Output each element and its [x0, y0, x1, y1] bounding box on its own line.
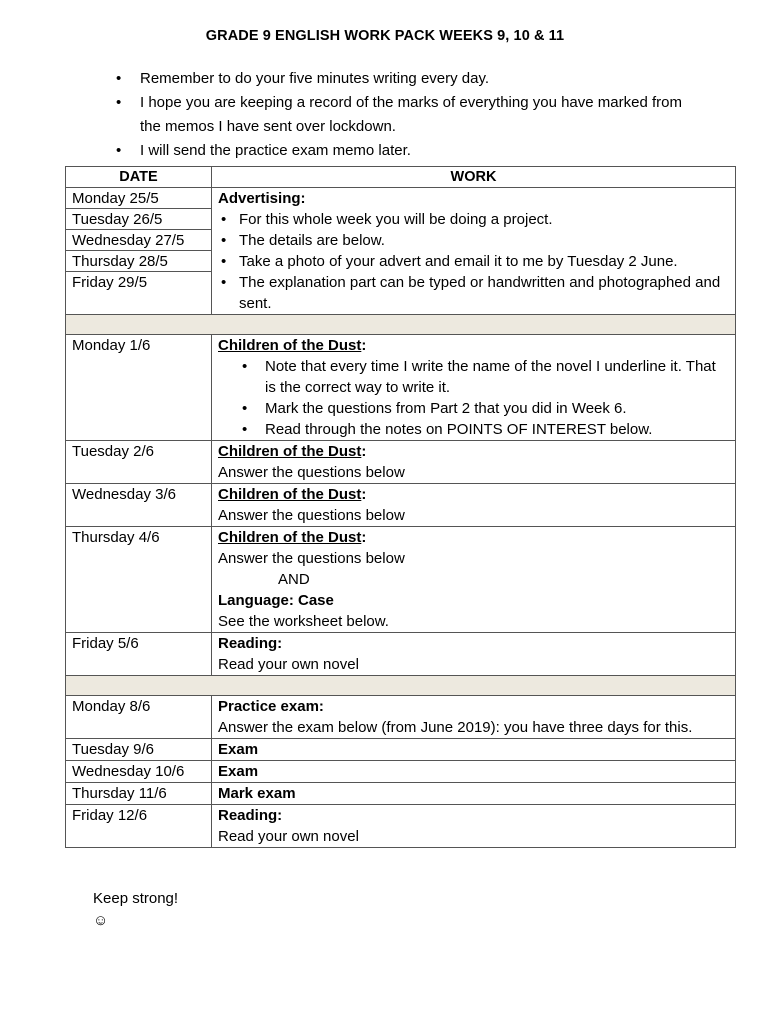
date-label: Tuesday 26/5: [66, 209, 211, 230]
date-cell: Wednesday 3/6: [66, 484, 212, 527]
date-cell: Tuesday 9/6: [66, 739, 212, 761]
bullet-icon: •: [116, 94, 122, 111]
table-row: [66, 527, 736, 633]
list-item: • Note that every time I write the name of the novel I underline it. That is the correct way to write it.: [242, 358, 716, 396]
work-cell: [212, 188, 736, 315]
work-heading: Practice exam:: [218, 698, 324, 715]
smiley-icon: ☺: [93, 912, 109, 929]
intro-list: [105, 67, 685, 163]
date-cell: Tuesday 2/6: [66, 441, 212, 484]
table-row: [66, 783, 736, 805]
work-cell: Exam: [212, 739, 736, 761]
work-text: Answer the questions below: [218, 550, 405, 567]
list-item: • Mark the questions from Part 2 that you did in Week 6.: [242, 400, 627, 417]
and-text: AND: [278, 571, 310, 588]
table-header-row: [66, 167, 736, 188]
bullet-icon: •: [242, 400, 248, 417]
bullet-icon: •: [221, 232, 227, 249]
list-item: • Remember to do your five minutes writing every day.: [105, 67, 685, 91]
date-cell: Monday 8/6: [66, 696, 212, 739]
table-row: [66, 739, 736, 761]
work-heading: Advertising:: [218, 190, 306, 207]
page-title: GRADE 9 ENGLISH WORK PACK WEEKS 9, 10 & 11: [205, 28, 565, 44]
list-item: • The explanation part can be typed or handwritten and photographed and sent.: [221, 274, 721, 312]
date-cell: Thursday 4/6: [66, 527, 212, 633]
work-text: Answer the questions below: [218, 464, 405, 481]
table-row: [66, 761, 736, 783]
work-heading: Reading:: [218, 807, 283, 824]
list-item: • Read through the notes on POINTS OF INTEREST below.: [242, 421, 653, 438]
work-text: Answer the questions below: [218, 507, 405, 524]
table-row: [66, 696, 736, 739]
schedule-table: [65, 166, 736, 848]
list-item: • For this whole week you will be doing a project.: [221, 211, 553, 228]
list-item: • Take a photo of your advert and email it to me by Tuesday 2 June.: [221, 253, 678, 270]
work-cell: [212, 696, 736, 739]
date-cell: Wednesday 10/6: [66, 761, 212, 783]
list-item: • I hope you are keeping a record of the marks of everything you have marked from the memos I have sent over lockdown.: [105, 91, 685, 139]
work-cell: Children of the Dust: • Note that every time I write the name of the novel I underline it. That is the correct way to write it. • Mark the questions from Part 2 that you did in Week 6. • Read through the notes on POINTS OF INTEREST below.: [212, 335, 736, 441]
list-item: • The details are below.: [221, 232, 385, 249]
table-row: [66, 188, 736, 315]
work-text: Read your own novel: [218, 828, 359, 845]
work-cell: [212, 633, 736, 676]
footer: [93, 888, 178, 932]
work-cell: [212, 805, 736, 848]
bullet-icon: •: [242, 421, 248, 438]
novel-title: Children of the Dust: [218, 337, 362, 354]
table-row: [66, 335, 736, 441]
work-text: Answer the exam below (from June 2019): you have three days for this.: [218, 719, 693, 736]
novel-title: Children of the Dust: [218, 486, 362, 503]
work-heading: Reading:: [218, 635, 283, 652]
date-label: Thursday 28/5: [66, 251, 211, 272]
bullet-icon: •: [221, 211, 227, 228]
date-cell: Thursday 11/6: [66, 783, 212, 805]
bullet-icon: •: [221, 274, 227, 291]
date-label: Friday 29/5: [72, 274, 148, 291]
week-separator: [66, 676, 736, 696]
week-separator: [66, 315, 736, 335]
date-label: Monday 25/5: [66, 188, 211, 209]
date-cell: Monday 1/6: [66, 335, 212, 441]
work-cell: Children of the Dust: Answer the questions below: [212, 441, 736, 484]
date-label: Wednesday 27/5: [66, 230, 211, 251]
closing-text: Keep strong!: [93, 890, 179, 907]
table-row: [66, 633, 736, 676]
list-item: • I will send the practice exam memo later.: [105, 139, 685, 163]
table-row: [66, 441, 736, 484]
work-cell: Exam: [212, 761, 736, 783]
work-text: See the worksheet below.: [218, 613, 389, 630]
work-cell: Mark exam: [212, 783, 736, 805]
novel-title: Children of the Dust: [218, 529, 362, 546]
novel-title: Children of the Dust: [218, 443, 362, 460]
bullet-icon: •: [116, 70, 122, 87]
date-cell: Friday 12/6: [66, 805, 212, 848]
bullet-icon: •: [221, 253, 227, 270]
table-row: [66, 805, 736, 848]
table-row: [66, 484, 736, 527]
work-cell: Children of the Dust: Answer the questions below AND Language: Case See the worksheet below.: [212, 527, 736, 633]
work-column-header: WORK: [212, 167, 736, 188]
date-column-header: DATE: [66, 167, 212, 188]
work-text: Read your own novel: [218, 656, 359, 673]
work-heading: Language: Case: [218, 592, 334, 609]
bullet-icon: •: [116, 142, 122, 159]
work-cell: Children of the Dust: Answer the questions below: [212, 484, 736, 527]
date-cell: [66, 188, 212, 315]
bullet-icon: •: [242, 358, 248, 375]
date-cell: Friday 5/6: [66, 633, 212, 676]
